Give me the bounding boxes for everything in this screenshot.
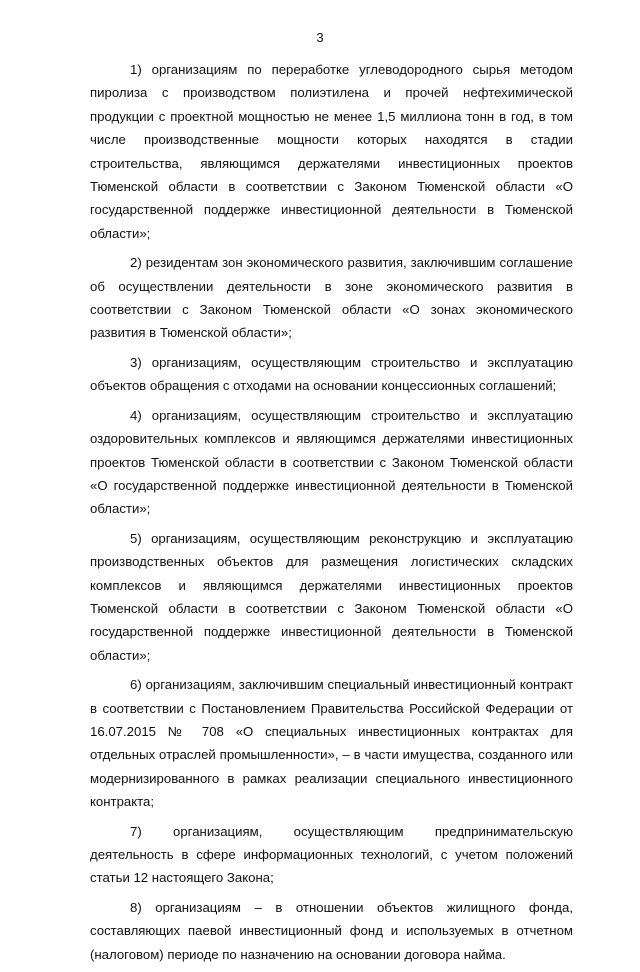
list-item-7: 7) организациям, осуществляющим предпринимательскую деятельность в сфере информационных технологий, с учетом положений статьи 12 настоящего Закона; [90, 823, 573, 886]
list-item-2: 2) резидентам зон экономического развития, заключившим соглашение об осуществлении деятельности в зоне экономического развития в соответствии с Законом Тюменской области «О зонах экономического развития в Тюменской области»; [90, 255, 573, 341]
page-number: 3 [316, 30, 324, 45]
list-item-8: 8) организациям – в отношении объектов жилищного фонда, составляющих паевой инвестиционный фонд и используемых в отчетном (налоговом) периоде по назначению на основании договора найма. [90, 899, 573, 962]
list-item-1: 1) организациям по переработке углеводородного сырья методом пиролиза с производством полиэтилена и прочей нефтехимической продукции с проектной мощностью не менее 1,5 миллиона тонн в год, в том числе производственные мощности которых находятся в стадии строительства, являющимся держателями инвестиционных проектов Тюменской области в соответствии с Законом Тюменской области «О государственной поддержке инвестиционной деятельности в Тюменской области»; [90, 62, 573, 241]
document-body [90, 58, 573, 972]
list-item-5: 5) организациям, осуществляющим реконструкцию и эксплуатацию производственных объектов для размещения логистических складских комплексов и являющимся держателями инвестиционных проектов Тюменской области в соответствии с Законом Тюменской области «О государственной поддержке инвестиционной деятельности в Тюменской области»; [90, 530, 573, 663]
list-item-6: 6) организациям, заключившим специальный инвестиционный контракт в соответствии с Постановлением Правительства Российской Федерации от 16.07.2015 № 708 «О специальных инвестиционных контрактах для отдельных отраслей промышленности», – в части имущества, созданного или модернизированного в рамках реализации специального инвестиционного контракта; [90, 677, 573, 810]
list-item-4: 4) организациям, осуществляющим строительство и эксплуатацию оздоровительных комплексов и являющимся держателями инвестиционных проектов Тюменской области в соответствии с Законом Тюменской области «О государственной поддержке инвестиционной деятельности в Тюменской области»; [90, 407, 573, 517]
list-item-3: 3) организациям, осуществляющим строительство и эксплуатацию объектов обращения с отходами на основании концессионных соглашений; [90, 354, 573, 394]
